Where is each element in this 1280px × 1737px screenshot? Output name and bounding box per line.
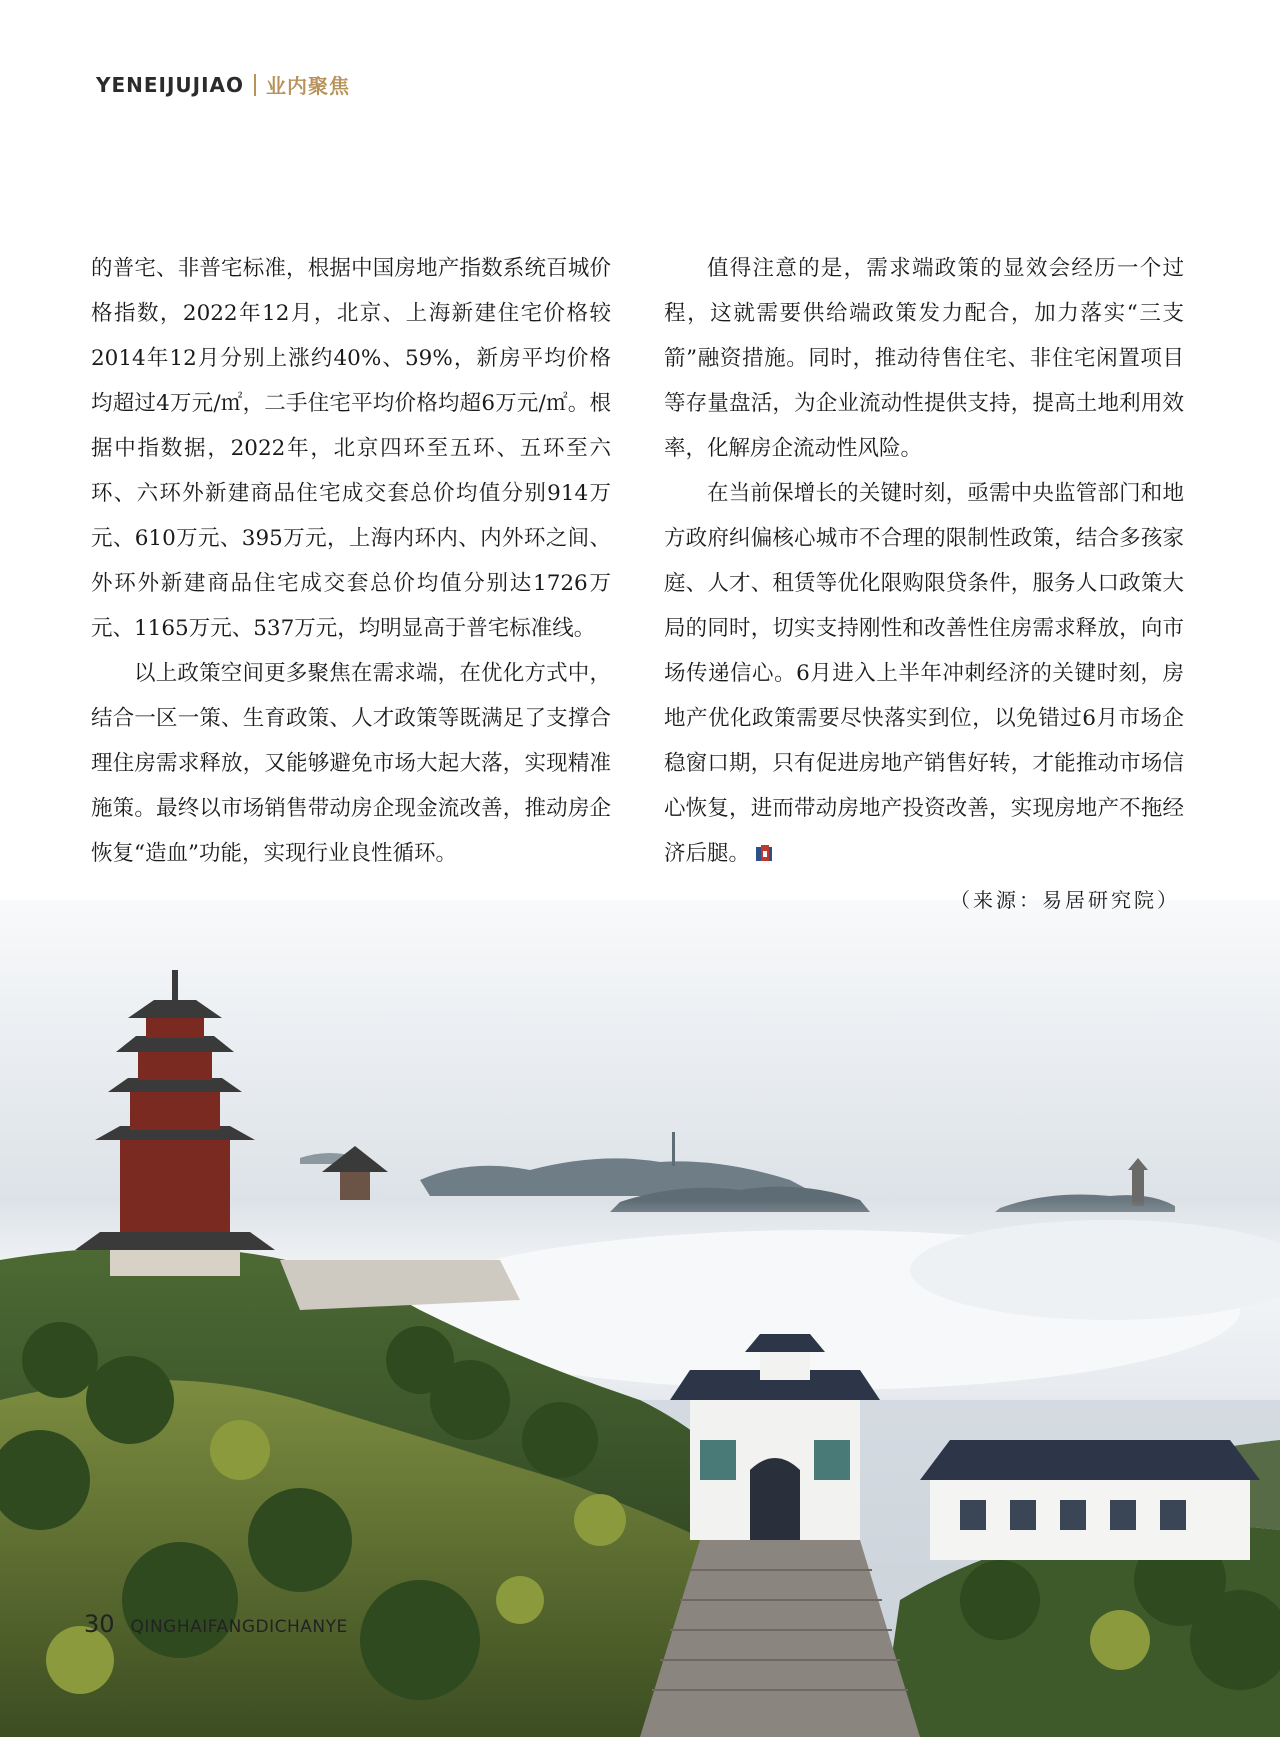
paragraph: 值得注意的是，需求端政策的显效会经历一个过程，这就需要供给端政策发力配合，加力落实“三支箭”融资措施。同时，推动待售住宅、非住宅闲置项目等存量盘活，为企业流动性提供支持，提高土地利用效率，化解房企流动性风险。 — [664, 256, 1184, 461]
source-credit: （来源：易居研究院） — [950, 888, 1180, 912]
magazine-name: QINGHAIFANGDICHANYE — [130, 1617, 348, 1637]
left-column — [91, 246, 611, 876]
article-end-mark-icon — [754, 843, 774, 863]
section-title-en: YENEIJUJIAO — [96, 72, 245, 97]
page-footer — [84, 1610, 348, 1638]
paragraph: 的普宅、非普宅标准，根据中国房地产指数系统百城价格指数，2022年12月，北京、上海新建住宅价格较2014年12月分别上涨约40%、59%，新房平均价格均超过4万元/㎡，二手住宅平均价格均超6万元/㎡。根据中指数据，2022年，北京四环至五环、五环至六环、六环外新建商品住宅成交套总价均值分别914万元、610万元、395万元，上海内环内、内外环之间、外环外新建商品住宅成交套总价均值分别达1726万元、1165万元、537万元，均明显高于普宅标准线。 — [91, 256, 611, 641]
paragraph — [664, 471, 1184, 876]
page-number: 30 — [84, 1610, 115, 1638]
right-column — [664, 246, 1184, 876]
paragraph: 以上政策空间更多聚焦在需求端，在优化方式中，结合一区一策、生育政策、人才政策等既满足了支撑合理住房需求释放，又能够避免市场大起大落，实现精准施策。最终以市场销售带动房企现金流改善，推动房企恢复“造血”功能，实现行业良性循环。 — [91, 661, 611, 866]
paragraph-text: 在当前保增长的关键时刻，亟需中央监管部门和地方政府纠偏核心城市不合理的限制性政策，结合多孩家庭、人才、租赁等优化限购限贷条件，服务人口政策大局的同时，切实支持刚性和改善性住房需求释放，向市场传递信心。6月进入上半年冲刺经济的关键时刻，房地产优化政策需要尽快落实到位，以免错过6月市场企稳窗口期，只有促进房地产销售好转，才能推动市场信心恢复，进而带动房地产投资改善，实现房地产不拖经济后腿。 — [664, 481, 1184, 866]
header-divider — [254, 74, 256, 96]
section-header — [96, 70, 350, 99]
section-title-cn: 业内聚焦 — [266, 74, 351, 98]
scenic-photo — [0, 840, 1280, 1737]
